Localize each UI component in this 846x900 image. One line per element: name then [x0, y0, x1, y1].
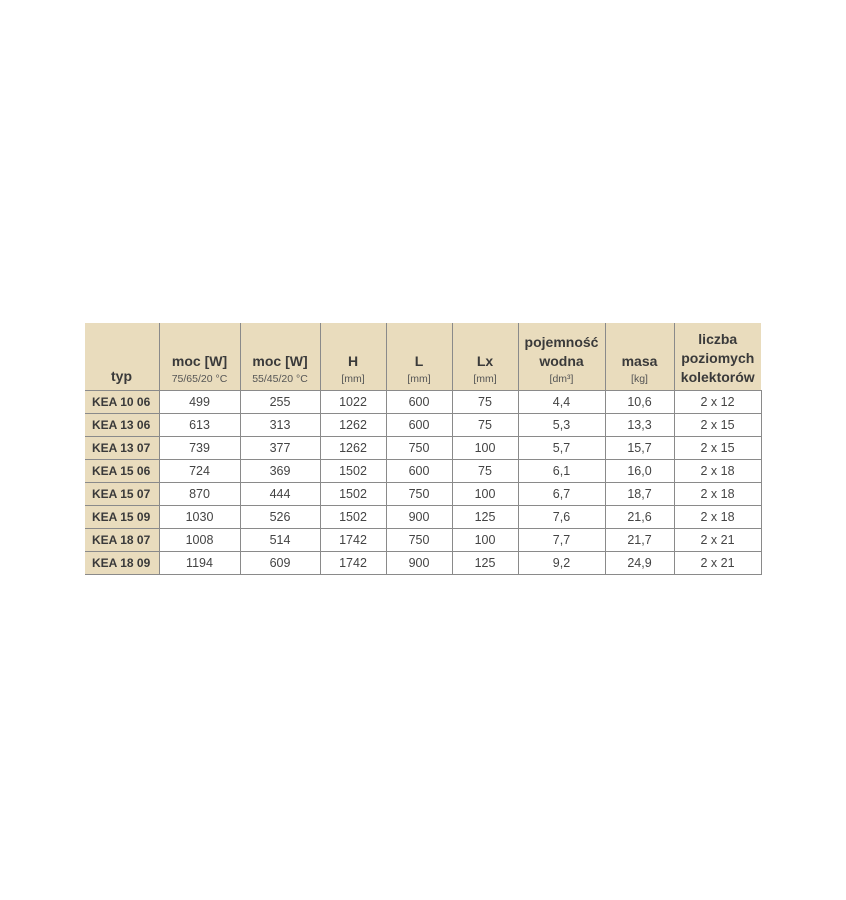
header-moc-75-label: moc [W]	[171, 353, 228, 369]
cell-lx: 75	[452, 414, 518, 437]
cell-l: 750	[386, 437, 452, 460]
cell-moc-55: 369	[240, 460, 320, 483]
table-header	[85, 323, 761, 391]
cell-liczba-kolektorow: 2 x 21	[674, 552, 761, 575]
cell-liczba-kolektorow: 2 x 15	[674, 414, 761, 437]
cell-pojemnosc: 7,6	[518, 506, 605, 529]
header-row	[85, 323, 761, 391]
cell-lx: 125	[452, 552, 518, 575]
table-row	[85, 460, 761, 483]
cell-lx: 75	[452, 460, 518, 483]
header-pojemnosc	[518, 323, 605, 391]
header-masa-label: masa	[621, 353, 658, 369]
cell-lx: 100	[452, 529, 518, 552]
cell-moc-55: 444	[240, 483, 320, 506]
cell-typ: KEA 13 07	[85, 437, 159, 460]
header-l-unit: [mm]	[407, 373, 431, 385]
table-row	[85, 552, 761, 575]
cell-masa: 13,3	[605, 414, 674, 437]
cell-l: 900	[386, 506, 452, 529]
cell-typ: KEA 18 07	[85, 529, 159, 552]
cell-l: 600	[386, 460, 452, 483]
table-body	[85, 391, 761, 575]
cell-typ: KEA 15 06	[85, 460, 159, 483]
cell-liczba-kolektorow: 2 x 18	[674, 460, 761, 483]
table-row	[85, 529, 761, 552]
cell-masa: 10,6	[605, 391, 674, 414]
cell-pojemnosc: 5,7	[518, 437, 605, 460]
cell-lx: 100	[452, 437, 518, 460]
cell-l: 900	[386, 552, 452, 575]
cell-h: 1502	[320, 483, 386, 506]
cell-h: 1262	[320, 414, 386, 437]
header-typ	[85, 323, 159, 391]
cell-l: 750	[386, 483, 452, 506]
header-h-label: H	[347, 353, 359, 369]
header-liczba-line2: poziomych	[681, 350, 755, 366]
header-moc-75-unit: 75/65/20 °C	[171, 373, 228, 385]
header-l	[386, 323, 452, 391]
header-typ-label: typ	[111, 368, 132, 384]
table-row	[85, 414, 761, 437]
cell-moc-55: 313	[240, 414, 320, 437]
cell-typ: KEA 10 06	[85, 391, 159, 414]
header-moc-75	[159, 323, 240, 391]
header-moc-55-unit: 55/45/20 °C	[252, 373, 308, 385]
table-row	[85, 506, 761, 529]
cell-moc-55: 609	[240, 552, 320, 575]
radiator-spec-table	[85, 323, 762, 575]
cell-moc-55: 514	[240, 529, 320, 552]
header-moc-55-label: moc [W]	[252, 353, 308, 369]
cell-masa: 24,9	[605, 552, 674, 575]
cell-masa: 15,7	[605, 437, 674, 460]
cell-pojemnosc: 6,1	[518, 460, 605, 483]
header-h	[320, 323, 386, 391]
cell-h: 1742	[320, 552, 386, 575]
header-lx	[452, 323, 518, 391]
cell-moc-75: 1194	[159, 552, 240, 575]
cell-liczba-kolektorow: 2 x 18	[674, 483, 761, 506]
table-row	[85, 437, 761, 460]
cell-masa: 16,0	[605, 460, 674, 483]
cell-moc-75: 1030	[159, 506, 240, 529]
cell-moc-55: 526	[240, 506, 320, 529]
header-masa-unit: [kg]	[631, 373, 648, 385]
header-pojemnosc-line1: pojemność	[524, 334, 599, 350]
header-lx-label: Lx	[476, 353, 494, 369]
table-row	[85, 391, 761, 414]
header-l-label: L	[414, 353, 424, 369]
cell-moc-55: 377	[240, 437, 320, 460]
cell-moc-75: 613	[159, 414, 240, 437]
header-lx-unit: [mm]	[473, 373, 497, 385]
cell-moc-75: 870	[159, 483, 240, 506]
cell-h: 1262	[320, 437, 386, 460]
cell-l: 750	[386, 529, 452, 552]
cell-masa: 21,6	[605, 506, 674, 529]
cell-typ: KEA 15 07	[85, 483, 159, 506]
header-liczba-line1: liczba	[698, 331, 738, 347]
header-pojemnosc-line2: wodna	[539, 353, 584, 369]
cell-moc-75: 499	[159, 391, 240, 414]
cell-pojemnosc: 4,4	[518, 391, 605, 414]
cell-l: 600	[386, 414, 452, 437]
cell-masa: 18,7	[605, 483, 674, 506]
cell-pojemnosc: 7,7	[518, 529, 605, 552]
cell-masa: 21,7	[605, 529, 674, 552]
header-masa	[605, 323, 674, 391]
cell-moc-75: 724	[159, 460, 240, 483]
cell-l: 600	[386, 391, 452, 414]
table-row	[85, 483, 761, 506]
cell-typ: KEA 15 09	[85, 506, 159, 529]
cell-h: 1022	[320, 391, 386, 414]
cell-pojemnosc: 5,3	[518, 414, 605, 437]
cell-h: 1502	[320, 460, 386, 483]
header-pojemnosc-unit: [dm³]	[549, 373, 574, 385]
cell-pojemnosc: 9,2	[518, 552, 605, 575]
cell-lx: 100	[452, 483, 518, 506]
cell-h: 1742	[320, 529, 386, 552]
cell-h: 1502	[320, 506, 386, 529]
header-h-unit: [mm]	[341, 373, 365, 385]
cell-lx: 75	[452, 391, 518, 414]
cell-liczba-kolektorow: 2 x 15	[674, 437, 761, 460]
header-moc-55	[240, 323, 320, 391]
cell-liczba-kolektorow: 2 x 18	[674, 506, 761, 529]
cell-pojemnosc: 6,7	[518, 483, 605, 506]
cell-moc-75: 1008	[159, 529, 240, 552]
cell-lx: 125	[452, 506, 518, 529]
header-liczba-kolektorow	[674, 323, 761, 391]
cell-typ: KEA 13 06	[85, 414, 159, 437]
cell-moc-55: 255	[240, 391, 320, 414]
cell-typ: KEA 18 09	[85, 552, 159, 575]
cell-moc-75: 739	[159, 437, 240, 460]
cell-liczba-kolektorow: 2 x 12	[674, 391, 761, 414]
cell-liczba-kolektorow: 2 x 21	[674, 529, 761, 552]
header-liczba-line3: kolektorów	[680, 369, 755, 385]
